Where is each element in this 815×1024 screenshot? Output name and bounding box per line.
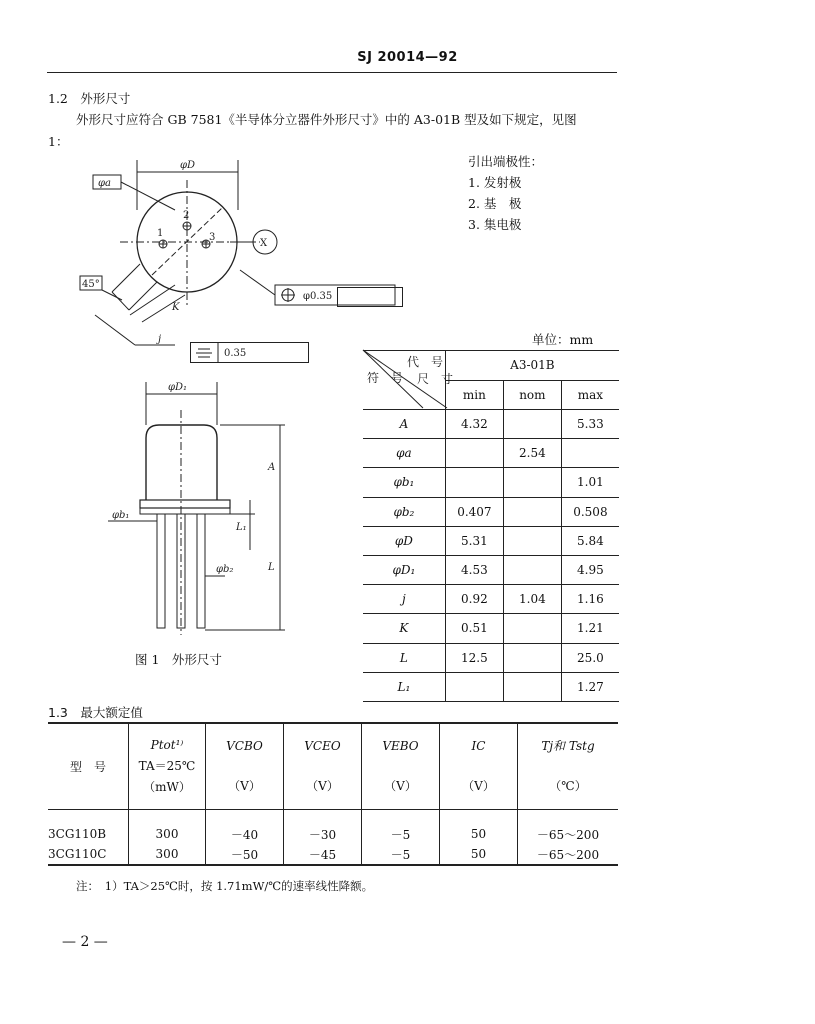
label-A: A (268, 462, 276, 473)
col-vceo: VCEO （V） (284, 723, 362, 810)
tol-box-right (337, 287, 403, 307)
table-row: 3CG110B 300 －40 －30 －5 50 －65～200 (48, 824, 618, 844)
head-code: 代 号 (407, 355, 444, 369)
symmetry-tolerance-frame (190, 340, 310, 366)
col-ic: IC （V） (440, 723, 518, 810)
col-vebo: VEBO （V） (362, 723, 440, 810)
unit-label: 单位：mm (532, 332, 594, 347)
label-L: L (268, 562, 275, 573)
model-header: A3-01B (445, 351, 619, 381)
ratings-bottom-rule (48, 864, 618, 866)
table-row: j 0.92 1.04 1.16 (363, 585, 619, 614)
pin-label-1: 1 (157, 228, 164, 239)
tol-symmetry: 0.35 (224, 348, 247, 359)
standard-number: SJ 20014—92 (357, 50, 458, 65)
section-1-2-text: 外形尺寸应符合 GB 7581《半导体分立器件外形尺寸》中的 A3-01B 型及如下规定，见图 (76, 112, 577, 127)
col-vcbo: VCBO （V） (206, 723, 284, 810)
label-angle: 45° (82, 279, 100, 290)
head-sym: 符 号 (367, 371, 404, 385)
ptot-label: Ptot¹⁾ (150, 737, 184, 752)
label-phiD1: φD₁ (168, 382, 188, 393)
table-row: 3CG110C 300 －50 －45 －5 50 －65～200 (48, 844, 618, 864)
pin-polarity-title: 引出端极性： (468, 154, 544, 169)
table-row: φb₁ 1.01 (363, 468, 619, 497)
figure-caption: 图 1 外形尺寸 (135, 652, 222, 667)
head-diag-cell (363, 351, 445, 410)
page-number: — 2 — (62, 934, 108, 950)
section-1-2-text-cont: 1： (48, 134, 69, 149)
label-phia: φa (98, 178, 111, 189)
table-row: K 0.51 1.21 (363, 614, 619, 643)
ta-label: TA＝25℃ (138, 758, 196, 773)
top-view-drawing (60, 150, 360, 360)
label-j: j (158, 334, 162, 345)
header-rule (47, 72, 617, 73)
col-max: max (561, 380, 619, 410)
head-size: 尺 寸 (417, 372, 454, 386)
table-row: A 4.32 5.33 (363, 410, 619, 439)
section-1-3-title: 1.3 最大额定值 (48, 705, 143, 720)
label-L1: L₁ (236, 522, 247, 533)
label-phib1: φb₁ (112, 510, 130, 521)
pin-label-2: 2 (183, 210, 190, 221)
ratings-table (48, 723, 618, 864)
table-row: φD₁ 4.53 4.95 (363, 555, 619, 584)
table-row: φb₂ 0.407 0.508 (363, 497, 619, 526)
col-nom: nom (503, 380, 561, 410)
col-ptot (129, 723, 206, 810)
col-model: 型 号 (48, 723, 129, 810)
label-K: K (172, 302, 180, 313)
side-view-drawing (100, 380, 300, 640)
label-phiD: φD (180, 160, 196, 171)
table-row: φD 5.31 5.84 (363, 526, 619, 555)
col-min: min (445, 380, 503, 410)
pin-2: 2. 基 极 (468, 196, 522, 211)
pin-label-3: 3 (209, 232, 216, 243)
tol-position: φ0.35 (303, 291, 333, 302)
table-row: L₁ 1.27 (363, 672, 619, 701)
col-temp: Tj和 Tstg （℃） (541, 739, 595, 793)
label-phib2: φb₂ (216, 564, 234, 575)
mw-label: （mW） (143, 779, 191, 794)
pin-3: 3. 集电极 (468, 217, 522, 232)
table-note: 注： 1）TA＞25℃时，按 1.71mW/℃的速率线性降额。 (76, 879, 374, 893)
table-row: φa 2.54 (363, 439, 619, 468)
table-row: L 12.5 25.0 (363, 643, 619, 672)
section-1-2-title: 1.2 外形尺寸 (48, 91, 131, 106)
datum-X: X (260, 238, 268, 249)
pin-1: 1. 发射极 (468, 175, 522, 190)
dimension-table (363, 350, 619, 702)
